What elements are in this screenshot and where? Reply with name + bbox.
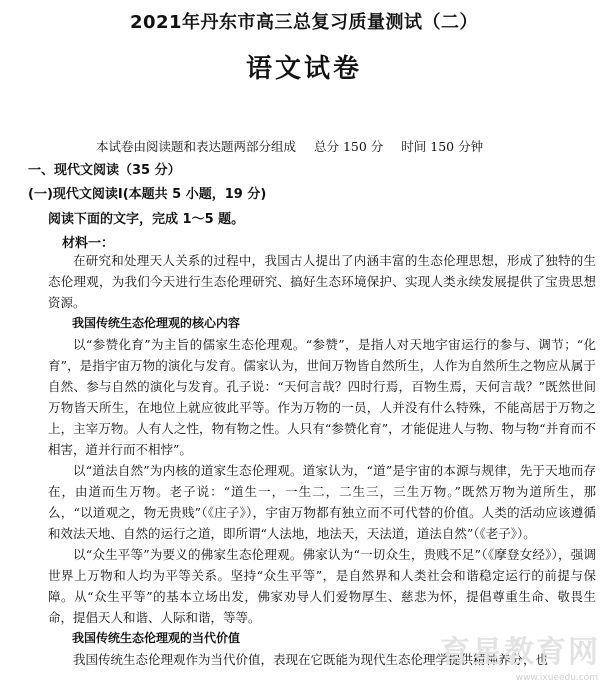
exam-total-score: 总分 150 分: [314, 139, 384, 154]
article-body: [48, 250, 596, 670]
paragraph: 以“道法自然”为内核的道家生态伦理观。道家认为，“道”是宇宙的本源与规律，先于天地而存在，由道而生万物。老子说：“道生一，一生二，二生三，三生万物。”既然万物为道所生，那么，“以道观之，物无贵贱”（《庄子》），宇宙万物都有独立而不可代替的价值。人类的活动应该遵循和效法天地、自然的运行之道，即所谓“人法地，地法天，天法道，道法自然”（《老子》）。: [48, 463, 596, 541]
material-label: 材料一：: [62, 236, 115, 251]
subheading: 我国传统生态伦理观的核心内容: [72, 316, 241, 330]
watermark-logo: 育星教育网: [440, 635, 600, 670]
paragraph: 我国传统生态伦理观作为当代价值，表现在它既能为现代生态伦理学提供精神养分，也: [73, 652, 549, 667]
paragraph: 以“众生平等”为要义的佛家生态伦理观。佛家认为“一切众生，贵贱不足”（《摩登女经》），强调世界上万物和人均为平等关系。坚持“众生平等”，是自然界和人类社会和谐稳定运行的前提与保障。从“众生平等”的基本立场出发，佛家劝导人们爱物厚生、慈悲为怀，提倡尊重生命、敬畏生命，提倡天人和谐、人际和谐，等等。: [48, 547, 596, 625]
paragraph: 在研究和处理天人关系的过程中，我国古人提出了内涵丰富的生态伦理思想，形成了独特的生态伦理观，为我们今天进行生态伦理研究、搞好生态环境保护、实现人类永续发展提供了宝贵思想资源。: [48, 253, 596, 310]
subject-title: 语文试卷: [245, 54, 362, 84]
watermark-url: www.ixueedu.com: [515, 673, 598, 683]
section-heading-reading1: (一)现代文阅读Ⅰ(本题共 5 小题，19 分): [28, 187, 267, 202]
exam-composition: 本试卷由阅读题和表达题两部分组成: [96, 139, 297, 154]
paragraph: 以“参赞化育”为主旨的儒家生态伦理观。“参赞”，是指人对天地宇宙运行的参与、调节；“化育”，是指宇宙万物的演化与发育。儒家认为，世间万物皆自然所生，人作为自然所生之物应从属于自然、参与自然的演化与发育。孔子说：“天何言哉？四时行焉，百物生焉，天何言哉？”既然世间万物皆天所生，在地位上就应彼此平等。作为万物的一员，人并没有什么特殊，不能高居于万物之上，主宰万物。人有人之性，物有物之性。人只有“参赞化育”，才能促进人与物、物与物“并育而不相害，道并行而不相悖”。: [48, 337, 596, 457]
exam-title: 2021年丹东市高三总复习质量测试（二）: [129, 12, 479, 33]
exam-time: 时间 150 分钟: [401, 139, 484, 154]
exam-info: [96, 137, 497, 155]
instruction-text: 阅读下面的文字，完成 1～5 题。: [48, 212, 245, 227]
subheading: 我国传统生态伦理观的当代价值: [72, 631, 241, 645]
section-heading-part1: 一、现代文阅读（35 分）: [28, 163, 181, 178]
